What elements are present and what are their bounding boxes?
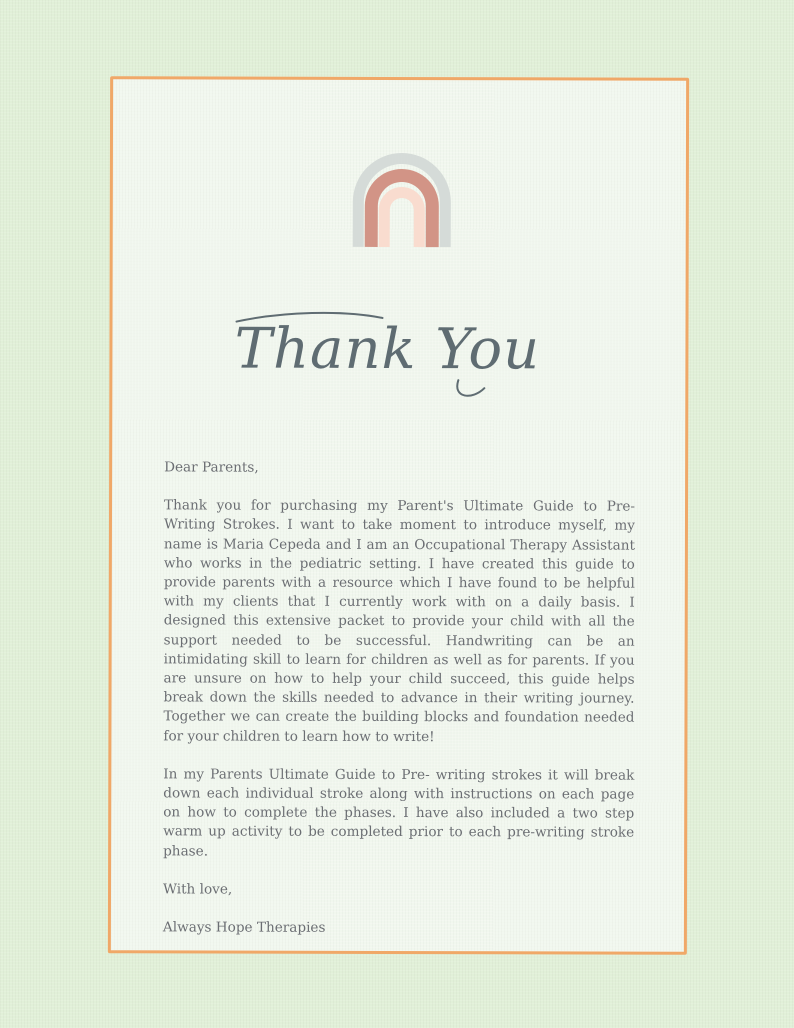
thank-you-heading bbox=[222, 288, 552, 409]
letter-greeting: Dear Parents, bbox=[164, 459, 259, 476]
letter-card bbox=[108, 76, 689, 955]
letter-paragraph-2: In my Parents Ultimate Guide to Pre- writing strokes it will break down each individual stroke along with instructions on each page on how to complete the phases. I have also included a two step warm up activity to be completed prior to each pre-writing stroke phase. bbox=[163, 766, 635, 860]
heading-tail-flourish bbox=[457, 380, 484, 396]
letter-signature: Always Hope Therapies bbox=[162, 919, 326, 936]
thank-you-text: Thank You bbox=[234, 316, 541, 383]
rainbow-middle-arc bbox=[365, 169, 439, 247]
letter-paragraph-1: Thank you for purchasing my Parent's Ultimate Guide to Pre-Writing Strokes. I want to take moment to introduce myself, my name is Maria Cepeda and I am an Occupational Therapy Assistant who works in the pediatric setting. I have created this guide to provide parents with a resource which I have found to be helpful with my clients that I currently work with on a daily basis. I designed this extensive packet to provide your child with all the support needed to be successful. Handwriting can be an intimidating skill to learn for children as well as for parents. If you are unsure on how to help your child succeed, this guide helps break down the skills needed to advance in their writing journey. Together we can create the building blocks and foundation needed for your children to learn how to write! bbox=[163, 497, 636, 745]
letter-closing: With love, bbox=[162, 881, 233, 898]
rainbow-inner-arc bbox=[379, 187, 425, 247]
letter-body bbox=[163, 458, 635, 938]
rainbow-icon bbox=[346, 150, 458, 250]
